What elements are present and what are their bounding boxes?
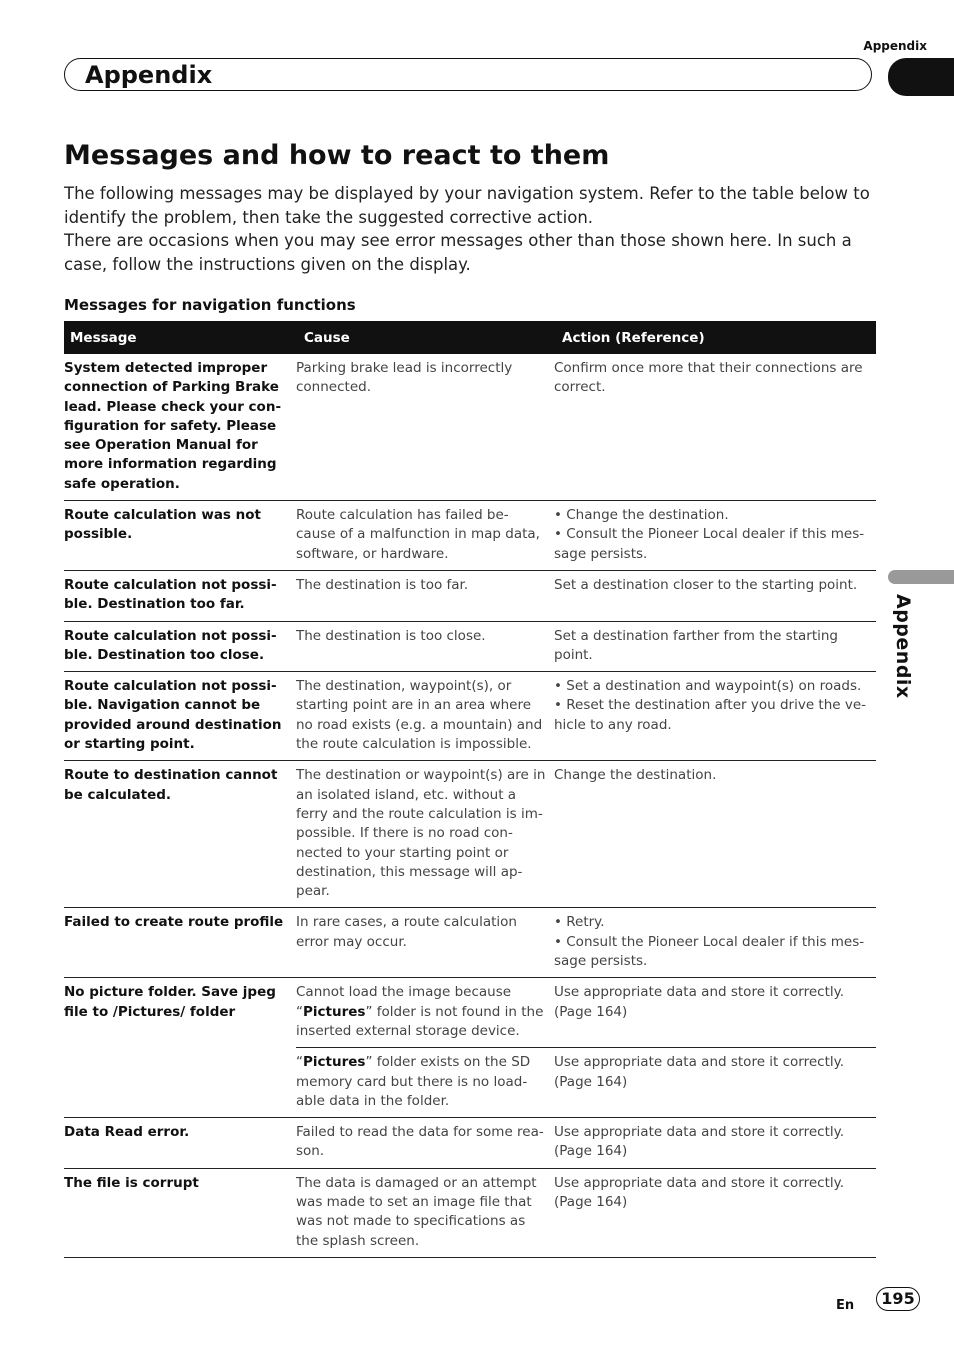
column-header-cause: Cause xyxy=(296,321,554,354)
cause-cell xyxy=(296,1048,554,1118)
table-row xyxy=(64,1118,876,1169)
table-row xyxy=(64,354,876,501)
section-title: Appendix xyxy=(85,61,213,89)
cause-cell: In rare cases, a route calculation error may occur. xyxy=(296,908,554,978)
cause-cell: Failed to read the data for some rea-son. xyxy=(296,1118,554,1169)
cause-cell: The destination or waypoint(s) are in an isolated island, etc. without a ferry and the route calculation is im-possible. If there is no road con-nected to your starting point or destination, this message will ap-pear. xyxy=(296,761,554,908)
action-cell xyxy=(554,1118,876,1169)
side-tab xyxy=(892,594,922,704)
action-cell xyxy=(554,1048,876,1118)
cause-text: “ xyxy=(296,1054,303,1071)
table-row xyxy=(64,672,876,761)
running-head: Appendix xyxy=(863,39,927,53)
folder-name: Pictures xyxy=(303,1054,366,1071)
table-row xyxy=(64,501,876,571)
message-cell: Route calculation was not possible. xyxy=(64,501,296,571)
action-cell xyxy=(554,908,876,978)
table-header-row xyxy=(64,321,876,354)
action-cell xyxy=(554,978,876,1048)
table-row xyxy=(64,761,876,908)
intro-text xyxy=(64,182,874,276)
message-cell: The file is corrupt xyxy=(64,1168,296,1257)
action-line: Use appropriate data and store it correctly. (Page 164) xyxy=(554,1054,845,1090)
table-row xyxy=(64,570,876,621)
language-label: En xyxy=(836,1298,855,1313)
cause-cell xyxy=(296,978,554,1048)
message-cell: No picture folder. Save jpeg file to /Pictures/ folder xyxy=(64,978,296,1118)
message-cell: Route calculation not possi-ble. Destination too far. xyxy=(64,570,296,621)
section-tab-marker xyxy=(888,58,954,96)
action-line: Use appropriate data and store it correctly. (Page 164) xyxy=(554,1174,845,1210)
action-line: Use appropriate data and store it correctly. (Page 164) xyxy=(554,1124,845,1160)
action-cell xyxy=(554,354,876,501)
message-cell: Route calculation not possi-ble. Navigation cannot be provided around destination or starting point. xyxy=(64,672,296,761)
table-row xyxy=(64,1168,876,1257)
intro-paragraph-2: There are occasions when you may see error messages other than those shown here. In such a case, follow the instructions given on the display. xyxy=(64,231,852,274)
message-cell: Data Read error. xyxy=(64,1118,296,1169)
messages-table xyxy=(64,321,876,1258)
message-cell: Failed to create route profile xyxy=(64,908,296,978)
action-line: • Retry. xyxy=(554,914,605,931)
cause-text: ” folder is not found in the inserted external storage device. xyxy=(296,1003,544,1039)
action-cell xyxy=(554,570,876,621)
action-line: • Reset the destination after you drive the ve-hicle to any road. xyxy=(554,697,867,733)
action-line: Change the destination. xyxy=(554,767,717,784)
column-header-message: Message xyxy=(64,321,296,354)
table-row xyxy=(64,621,876,672)
action-cell xyxy=(554,501,876,571)
action-cell xyxy=(554,1168,876,1257)
message-cell: Route to destination cannot be calculated. xyxy=(64,761,296,908)
intro-paragraph-1: The following messages may be displayed by your navigation system. Refer to the table below to identify the problem, then take the suggested corrective action. xyxy=(64,184,870,227)
action-line: Use appropriate data and store it correctly. (Page 164) xyxy=(554,984,845,1020)
action-line: Set a destination farther from the starting point. xyxy=(554,627,839,663)
cause-text: Cannot load the image because “ xyxy=(296,984,512,1020)
table-row xyxy=(64,908,876,978)
action-line: Set a destination closer to the starting point. xyxy=(554,576,858,593)
cause-cell: Parking brake lead is incorrectly connected. xyxy=(296,354,554,501)
cause-text: ” folder exists on the SD memory card but there is no load-able data in the folder. xyxy=(296,1054,531,1109)
column-header-action: Action (Reference) xyxy=(554,321,876,354)
cause-cell: The destination, waypoint(s), or starting point are in an area where no road exists (e.g. a mountain) and the route calculation is impossible. xyxy=(296,672,554,761)
action-cell xyxy=(554,761,876,908)
action-cell xyxy=(554,621,876,672)
message-cell: System detected improper connection of Parking Brake lead. Please check your con-figuration for safety. Please see Operation Manual for more information regarding safe operation. xyxy=(64,354,296,501)
cause-cell: The destination is too far. xyxy=(296,570,554,621)
folder-name: Pictures xyxy=(303,1003,366,1020)
action-cell xyxy=(554,672,876,761)
action-line: • Consult the Pioneer Local dealer if this mes-sage persists. xyxy=(554,526,865,562)
action-line: • Change the destination. xyxy=(554,507,729,524)
side-tab-label: Appendix xyxy=(892,594,914,699)
page-number: 195 xyxy=(876,1287,920,1311)
table-row xyxy=(64,978,876,1048)
action-line: • Consult the Pioneer Local dealer if this mes-sage persists. xyxy=(554,933,865,970)
cause-cell: Route calculation has failed be-cause of a malfunction in map data, software, or hardware. xyxy=(296,501,554,571)
section-title-bar xyxy=(64,58,872,91)
side-tab-marker xyxy=(888,570,954,584)
table-heading: Messages for navigation functions xyxy=(64,296,356,314)
page-title: Messages and how to react to them xyxy=(64,140,610,171)
action-line: Confirm once more that their connections are correct. xyxy=(554,360,863,396)
message-cell: Route calculation not possi-ble. Destination too close. xyxy=(64,621,296,672)
cause-cell: The data is damaged or an attempt was made to set an image file that was not made to specifications as the splash screen. xyxy=(296,1168,554,1257)
action-line: • Set a destination and waypoint(s) on roads. xyxy=(554,678,862,695)
cause-cell: The destination is too close. xyxy=(296,621,554,672)
